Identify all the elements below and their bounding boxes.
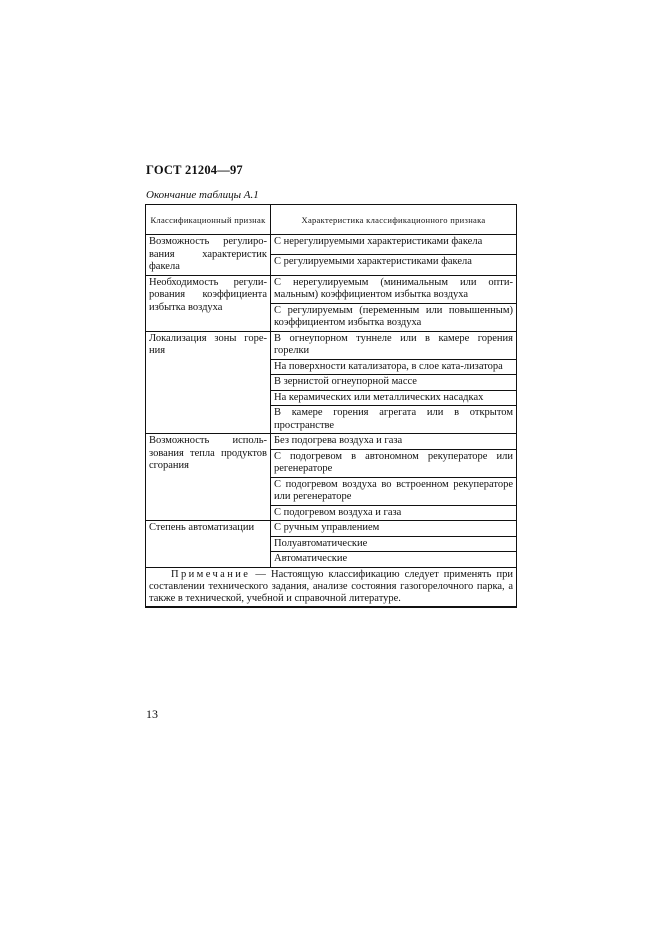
column-header-characteristic: Характеристика классификационного признака [271, 205, 517, 235]
criterion-cell: Возможность регулиро-вания характеристик факела [146, 235, 271, 276]
column-header-criterion: Классификационный признак [146, 205, 271, 235]
table-row [146, 331, 517, 359]
value-cell: С подогревом в автономном рекуператоре или регенераторе [271, 449, 517, 477]
value-cell: С регулируемыми характеристиками факела [271, 255, 517, 275]
table-caption: Окончание таблицы А.1 [146, 189, 259, 201]
table-row [146, 521, 517, 537]
value-cell: В зернистой огнеупорной массе [271, 375, 517, 391]
value-cell: С подогревом воздуха и газа [271, 505, 517, 521]
criterion-cell: Возможность исполь-зования тепла продуктов сгорания [146, 434, 271, 521]
table-row [146, 434, 517, 450]
criterion-cell: Степень автоматизации [146, 521, 271, 568]
value-cell: С подогревом воздуха во встроенном рекуператоре или регенераторе [271, 477, 517, 505]
value-cell: В камере горения агрегата или в открытом пространстве [271, 406, 517, 434]
note-text: — Настоящую классификацию следует применять при составлении технического задания, анализе состояния газогорелочного парка, а также в технической, учебной и справочной литературе. [149, 568, 513, 604]
table-note [146, 567, 517, 607]
note-title: Примечание [171, 568, 251, 580]
table-row [146, 235, 517, 255]
value-cell: С ручным управлением [271, 521, 517, 537]
value-cell: С нерегулируемым (минимальным или опти-мальным) коэффициентом избытка воздуха [271, 275, 517, 303]
value-cell: С регулируемым (переменным или повышенным) коэффициентом избытка воздуха [271, 303, 517, 331]
table-row [146, 275, 517, 303]
table-note-row [146, 567, 517, 607]
criterion-cell: Необходимость регули-рования коэффициента избытка воздуха [146, 275, 271, 331]
table-header-row [146, 205, 517, 235]
value-cell: Без подогрева воздуха и газа [271, 434, 517, 450]
value-cell: Полуавтоматические [271, 536, 517, 552]
document-code: ГОСТ 21204—97 [146, 163, 243, 177]
value-cell: Автоматические [271, 552, 517, 568]
value-cell: В огнеупорном туннеле или в камере горения горелки [271, 331, 517, 359]
value-cell: С нерегулируемыми характеристиками факела [271, 235, 517, 255]
value-cell: На керамических или металлических насадках [271, 390, 517, 406]
criterion-cell: Локализация зоны горе-ния [146, 331, 271, 434]
classification-table [145, 204, 517, 608]
value-cell: На поверхности катализатора, в слое ката-лизатора [271, 359, 517, 375]
page-number: 13 [146, 707, 158, 721]
